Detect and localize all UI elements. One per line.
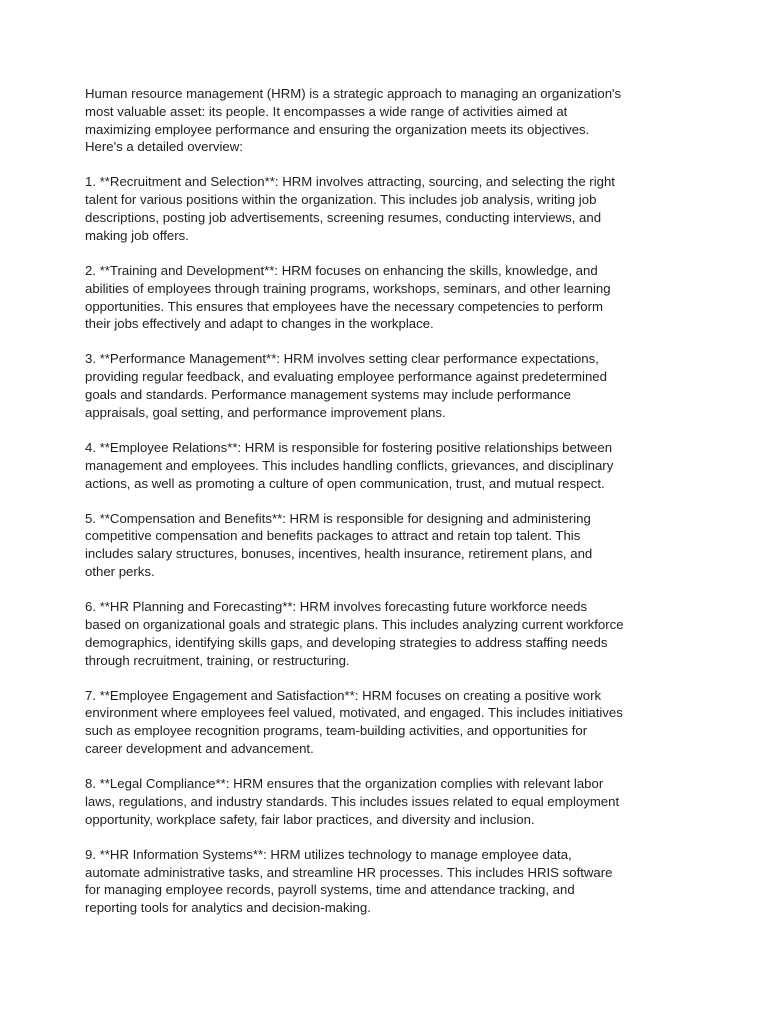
item-recruitment-and-selection: 1. **Recruitment and Selection**: HRM involves attracting, sourcing, and selecting the right talent for various positions within the organization. This includes job analysis, writing job descriptions, posting job advertisements, screening resumes, conducting interviews, and making job offers.	[85, 174, 615, 243]
item-employee-relations: 4. **Employee Relations**: HRM is responsible for fostering positive relationships between management and employees. This includes handling conflicts, grievances, and disciplinary actions, as well as promoting a culture of open communication, trust, and mutual respect.	[85, 439, 614, 491]
item-hr-information-systems: 9. **HR Information Systems**: HRM utilizes technology to manage employee data, automate administrative tasks, and streamline HR processes. This includes HRIS software for managing employee records, payroll systems, time and attendance tracking, and reporting tools for analytics and decision-making.	[85, 846, 613, 916]
item-compensation-and-benefits: 5. **Compensation and Benefits**: HRM is responsible for designing and administering competitive compensation and benefits packages to attract and retain top talent. This includes salary structures, bonuses, incentives, health insurance, retirement plans, and other perks.	[85, 510, 593, 580]
item-employee-engagement-and-satisfaction: 7. **Employee Engagement and Satisfaction**: HRM focuses on creating a positive work environment where employees feel valued, motivated, and engaged. This includes initiatives such as employee recognition programs, team-building activities, and opportunities for career development and advancement.	[85, 687, 623, 756]
intro-paragraph: Human resource management (HRM) is a strategic approach to managing an organization's most valuable asset: its people. It encompasses a wide range of activities aimed at maximizing employee performance and ensuring the organization meets its objectives. Here's a detailed overview:	[85, 86, 622, 155]
item-performance-management: 3. **Performance Management**: HRM involves setting clear performance expectations, providing regular feedback, and evaluating employee performance against predetermined goals and standards. Performance management systems may include performance appraisals, goal setting, and performance improvement plans.	[85, 351, 607, 420]
item-training-and-development: 2. **Training and Development**: HRM focuses on enhancing the skills, knowledge, and abilities of employees through training programs, workshops, seminars, and other learning opportunities. This ensures that employees have the necessary competencies to perform their jobs effectively and adapt to changes in the workplace.	[85, 262, 611, 332]
document-body	[85, 85, 625, 934]
item-legal-compliance: 8. **Legal Compliance**: HRM ensures that the organization complies with relevant labor laws, regulations, and industry standards. This includes issues related to equal employment opportunity, workplace safety, fair labor practices, and diversity and inclusion.	[85, 776, 620, 827]
item-hr-planning-and-forecasting: 6. **HR Planning and Forecasting**: HRM involves forecasting future workforce needs based on organizational goals and strategic plans. This includes analyzing current workforce demographics, identifying skills gaps, and developing strategies to address staffing needs through recruitment, training, or restructuring.	[85, 599, 624, 668]
